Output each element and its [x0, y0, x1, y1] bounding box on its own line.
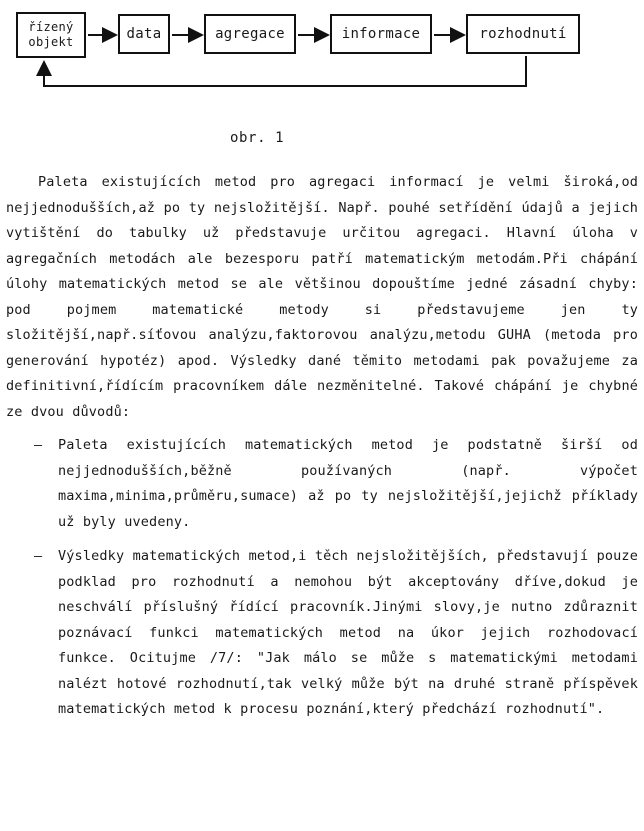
- bullet-dash: –: [34, 437, 43, 453]
- box-rozhodnuti: rozhodnutí: [466, 14, 580, 54]
- paragraph: Paleta existujících metod pro agregaci informací je velmi široká,od nejjednodušších,až po ty nejsložitější. Např. pouhé setřídění údajů a jejich vytištění do tabulky už představuje určitou agregaci. Hlavní úloha v agregačních metodách ale bezesporu patří matematickým metodám.Při chápání úlohy matematických metod se ale většinou dopouštíme jedné zásadní chyby: pod pojmem matematické metody si představujeme jen ty složitější,např.síťovou analýzu,faktorovou analýzu,metodu GUHA (metoda pro generování hypotéz) apod. Výsledky dané těmito metodami pak považujeme za definitivní,řídícím pracovníkem dále nezměnitelné. Takové chápání je chybné ze dvou důvodů:: [6, 174, 638, 420]
- list-item-text: Paleta existujících matematických metod je podstatně širší od nejjednodušších,běžně používaných (např. výpočet maxima,minima,průměru,sumace) až po ty nejsložitější,jejichž příklady už byly uvedeny.: [58, 437, 638, 530]
- box-rizeny-objekt: řízený objekt: [16, 12, 86, 58]
- box-informace: informace: [330, 14, 432, 54]
- list-item: [6, 544, 638, 723]
- list-item-text: Výsledky matematických metod,i těch nejsložitějších, představují pouze podklad pro rozhodnutí a nemohou být akceptovány dříve,dokud je neschválí příslušný řídící pracovník.Jinými slovy,je nutno zdůraznit poznávací funkci matematických metod na úkor jejich rozhodovací funkce. Ocitujme /7/: "Jak málo se může s matematickými metodami nalézt hotové rozhodnutí,tak velký může být na druhé straně příspěvek matematických metod k procesu poznání,který předchází rozhodnutí".: [58, 548, 638, 717]
- feedback-loop: [44, 56, 526, 86]
- box-agregace: agregace: [204, 14, 296, 54]
- figure-caption: obr. 1: [230, 130, 285, 146]
- bullet-list: [6, 433, 638, 723]
- flow-diagram: [0, 0, 644, 100]
- bullet-dash: –: [34, 548, 43, 564]
- list-item: [6, 433, 638, 535]
- box-data: data: [118, 14, 170, 54]
- body-text: [6, 170, 638, 732]
